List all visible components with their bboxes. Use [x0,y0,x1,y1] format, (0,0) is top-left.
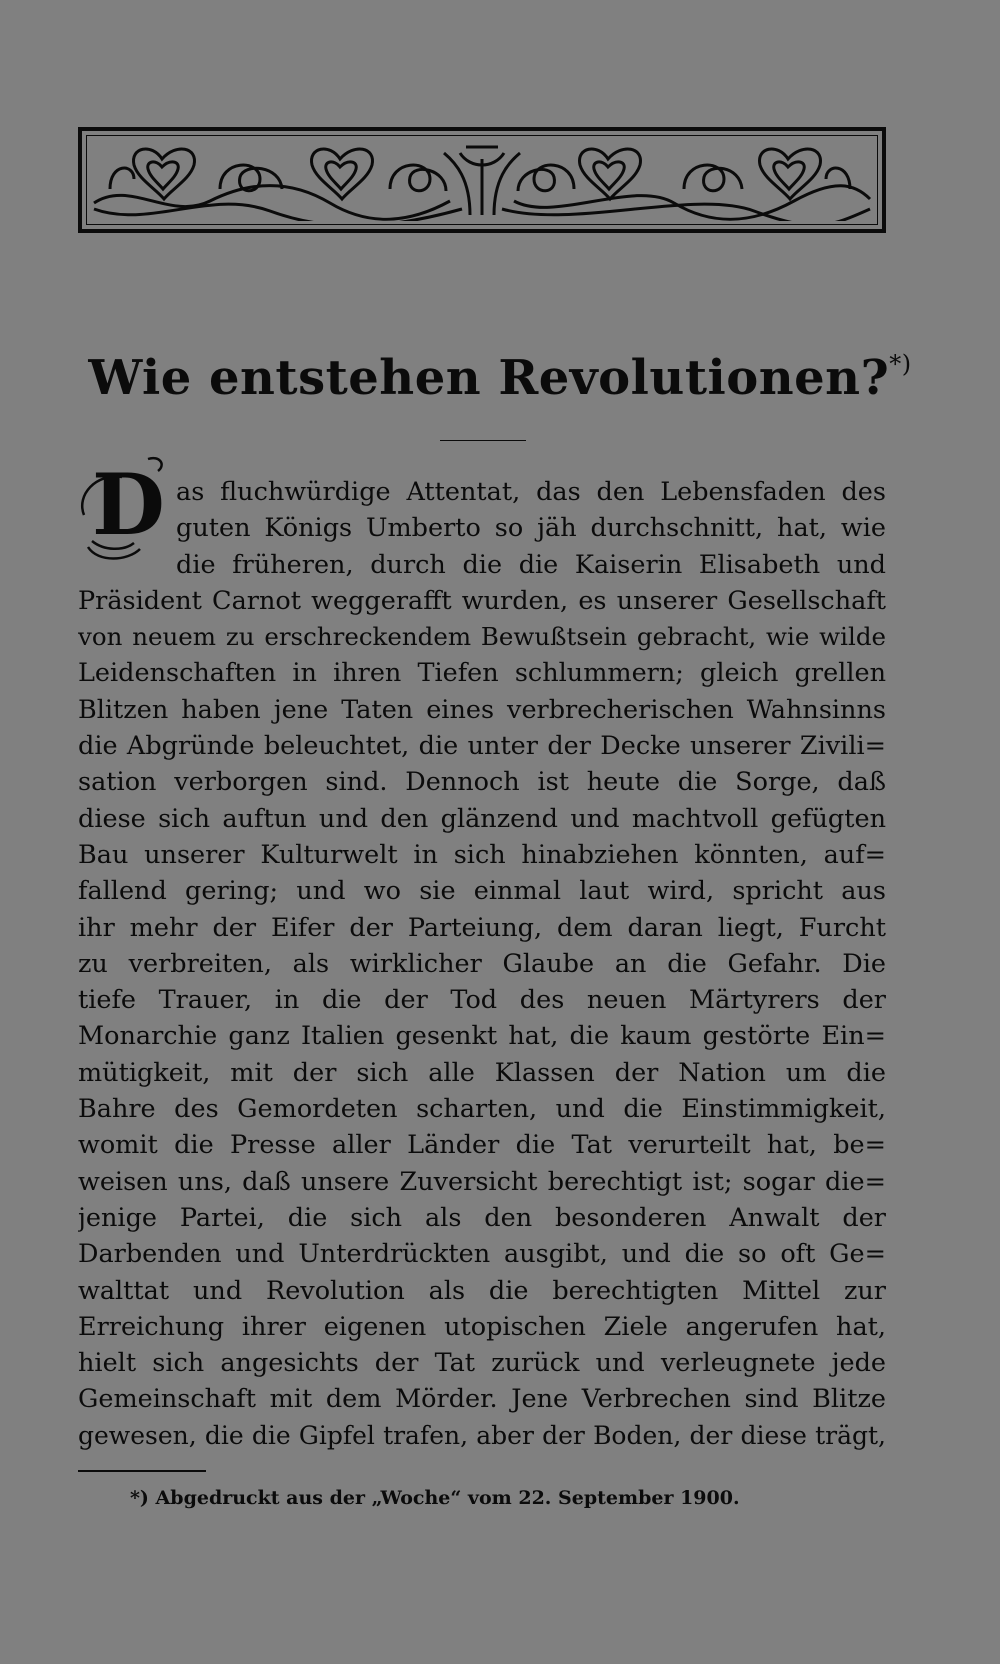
drop-cap-letter: D [92,455,165,554]
text-line: hielt sich angesichts der Tat zurück und verleugnete jede [78,1348,886,1379]
text-line: mütigkeit, mit der sich alle Klassen der Nation um die [78,1057,886,1088]
title-footnote-marker: *) [889,350,912,378]
text-line: Darbenden und Unterdrückten ausgibt, und die so oft Ge= [78,1239,886,1270]
text-line: weisen uns, daß unsere Zuversicht berechtigt ist; sogar die= [78,1166,886,1197]
text-line: gewesen, die die Gipfel trafen, aber der Boden, der diese trägt, [78,1420,886,1450]
text-line: fallend gering; und wo sie einmal laut wird, spricht aus [78,876,886,907]
text-line: Gemeinschaft mit dem Mörder. Jene Verbrechen sind Blitze [78,1384,886,1415]
text-line: die früheren, durch die die Kaiserin Elisabeth und [176,549,886,580]
title-text: Wie entstehen Revolutionen? [88,350,890,406]
footnote: *) Abgedruckt aus der „Woche“ vom 22. September 1900. [130,1487,740,1509]
text-line: guten Königs Umberto so jäh durchschnitt, hat, wie [176,513,886,544]
text-line: walttat und Revolution als die berechtigten Mittel zur [78,1275,886,1306]
body-text [78,474,886,1454]
text-line: zu verbreiten, als wirklicher Glaube an die Gefahr. Die [78,948,886,979]
text-line: womit die Presse aller Länder die Tat verurteilt hat, be= [78,1130,886,1161]
text-line: tiefe Trauer, in die der Tod des neuen Märtyrers der [78,985,886,1016]
footnote-divider [78,1470,206,1472]
text-line: Bahre des Gemordeten scharten, und die Einstimmigkeit, [78,1094,886,1125]
text-line: sation verborgen sind. Dennoch ist heute die Sorge, daß [78,767,886,798]
title-divider [440,440,526,441]
text-line: von neuem zu erschreckendem Bewußtsein gebracht, wie wilde [78,622,886,652]
text-line: as fluchwürdige Attentat, das den Lebensfaden des [176,477,886,507]
text-line: jenige Partei, die sich als den besonderen Anwalt der [78,1202,886,1233]
text-line: Blitzen haben jene Taten eines verbrecherischen Wahnsinns [78,694,886,725]
ornamental-header-band [78,127,886,233]
page-title [0,350,1000,406]
text-line: ihr mehr der Eifer der Parteiung, dem daran liegt, Furcht [78,912,886,943]
text-line: die Abgründe beleuchtet, die unter der Decke unserer Zivili= [78,731,886,762]
text-line: Bau unserer Kulturwelt in sich hinabziehen könnten, auf= [78,839,886,870]
heart-ornament-icon [90,139,874,221]
text-line: diese sich auftun und den glänzend und machtvoll gefügten [78,803,886,834]
text-line: Erreichung ihrer eigenen utopischen Ziele angerufen hat, [78,1311,886,1342]
text-line: Monarchie ganz Italien gesenkt hat, die kaum gestörte Ein= [78,1021,886,1052]
text-line: Präsident Carnot weggerafft wurden, es unserer Gesellschaft [78,585,886,616]
text-line: Leidenschaften in ihren Tiefen schlummern; gleich grellen [78,658,886,689]
